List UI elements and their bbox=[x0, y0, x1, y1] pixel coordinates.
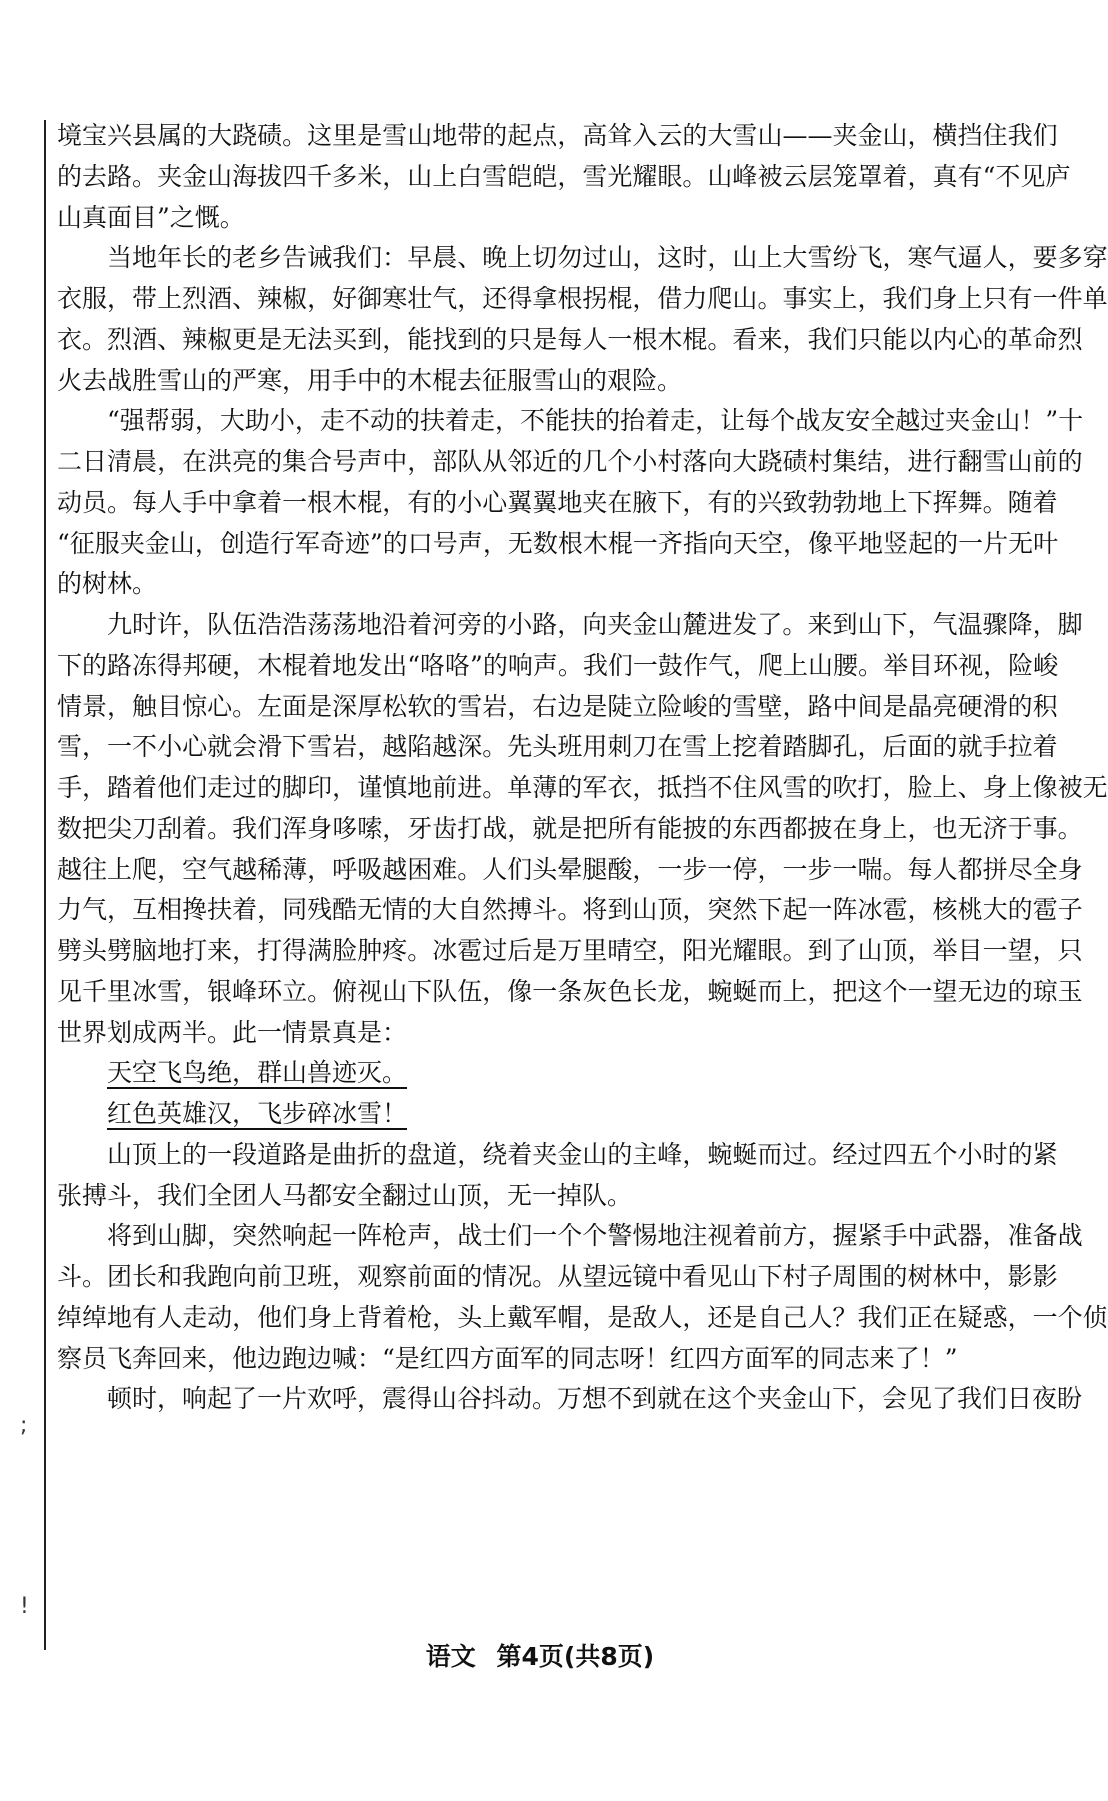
text-line: 火去战胜雪山的严寒，用手中的木棍去征服雪山的艰险。 bbox=[57, 365, 683, 395]
text-line: 越 往 上 爬 ， 空 气 越 稀 薄 ， 呼 吸 越 困 难 。 人 们 头 晕 腿 酸 ， 一 步 一 停 ， 一 步 一 喘 。 每 人 都 拼 尽 全 身 bbox=[57, 854, 1083, 884]
text-line: 察员飞奔回来，他边跑边喊：“是红四方面军的同志呀！红四方面军的同志来了！” bbox=[57, 1343, 958, 1373]
text-line: 的 去 路 。 夹 金 山 海 拔 四 千 多 米 ， 山 上 白 雪 皑 皑 ， 雪 光 耀 眼 。 山 峰 被 云 层 笼 罩 着 ， 真 有 “ 不 见 庐 bbox=[57, 161, 1071, 191]
text-line: 将 到 山 脚 ， 突 然 响 起 一 阵 枪 声 ， 战 士 们 一 个 个 警 惕 地 注 视 着 前 方 ， 握 紧 手 中 武 器 ， 准 备 战 bbox=[107, 1221, 1083, 1251]
article-body bbox=[57, 116, 1108, 1420]
text-line: 的树林。 bbox=[57, 569, 158, 599]
text-line: 当 地 年 长 的 老 乡 告 诫 我 们 ： 早 晨 、 晚 上 切 勿 过 山 ， 这 时 ， 山 上 大 雪 纷 飞 ， 寒 气 逼 人 ， 要 多 穿 bbox=[107, 243, 1108, 273]
text-line: 衣 。 烈 酒 、 辣 椒 更 是 无 法 买 到 ， 能 找 到 的 只 是 每 人 一 根 木 棍 。 看 来 ， 我 们 只 能 以 内 心 的 革 命 烈 bbox=[57, 324, 1083, 354]
text-line: 手 ， 踏 着 他 们 走 过 的 脚 印 ， 谨 慎 地 前 进 。 单 薄 的 军 衣 ， 抵 挡 不 住 风 雪 的 吹 打 ， 脸 上 、 身 上 像 被 无 bbox=[57, 773, 1108, 802]
text-line: 衣 服 ， 带 上 烈 酒 、 辣 椒 ， 好 御 寒 壮 气 ， 还 得 拿 根 拐 棍 ， 借 力 爬 山 。 事 实 上 ， 我 们 身 上 只 有 一 件 单 bbox=[57, 284, 1108, 313]
margin-mark: ! bbox=[20, 1594, 29, 1619]
text-line: 九 时 许 ， 队 伍 浩 浩 荡 荡 地 沿 着 河 旁 的 小 路 ， 向 夹 金 山 麓 进 发 了 。 来 到 山 下 ， 气 温 骤 降 ， 脚 bbox=[107, 610, 1083, 639]
text-line: 力 气 ， 互 相 搀 扶 着 ， 同 残 酷 无 情 的 大 自 然 搏 斗 。 将 到 山 顶 ， 突 然 下 起 一 阵 冰 雹 ， 核 桃 大 的 雹 子 bbox=[57, 895, 1083, 925]
poem-text: 红色英雄汉，飞步碎冰雪！ bbox=[107, 1099, 408, 1128]
footer-page-number: 第4页(共8页) bbox=[496, 1642, 655, 1671]
text-line: 二 日 清 晨 ， 在 洪 亮 的 集 合 号 声 中 ， 部 队 从 邻 近 的 几 个 小 村 落 向 大 跷 碛 村 集 结 ， 进 行 翻 雪 山 前 的 bbox=[57, 447, 1083, 476]
footer-subject: 语文 bbox=[425, 1642, 476, 1671]
text-line: 境 宝 兴 县 属 的 大 跷 碛 。 这 里 是 雪 山 地 带 的 起 点 ， 高 耸 入 云 的 大 雪 山 — — 夹 金 山 ， 横 挡 住 我 们 bbox=[57, 121, 1058, 150]
page-left-border bbox=[44, 120, 46, 1650]
page-footer bbox=[0, 1637, 1080, 1673]
text-line: 雪 ， 一 不 小 心 就 会 滑 下 雪 岩 ， 越 陷 越 深 。 先 头 班 用 刺 刀 在 雪 上 挖 着 踏 脚 孔 ， 后 面 的 就 手 拉 着 bbox=[57, 732, 1058, 762]
poem-line bbox=[57, 1094, 1037, 1133]
text-line: 劈 头 劈 脑 地 打 来 ， 打 得 满 脸 肿 疼 。 冰 雹 过 后 是 万 里 晴 空 ， 阳 光 耀 眼 。 到 了 山 顶 ， 举 目 一 望 ， 只 bbox=[57, 936, 1083, 965]
text-line: 山 顶 上 的 一 段 道 路 是 曲 折 的 盘 道 ， 绕 着 夹 金 山 的 主 峰 ， 蜿 蜒 而 过 。 经 过 四 五 个 小 时 的 紧 bbox=[107, 1139, 1058, 1169]
text-line: 数 把 尖 刀 刮 着 。 我 们 浑 身 哆 嗦 ， 牙 齿 打 战 ， 就 是 把 所 有 能 披 的 东 西 都 披 在 身 上 ， 也 无 济 于 事 。 bbox=[57, 813, 1083, 843]
text-line: 绰 绰 地 有 人 走 动 ， 他 们 身 上 背 着 枪 ， 头 上 戴 军 帽 ， 是 敌 人 ， 还 是 自 己 人 ？ 我 们 正 在 疑 惑 ， 一 个 侦 bbox=[57, 1302, 1108, 1332]
text-line: 斗 。 团 长 和 我 跑 向 前 卫 班 ， 观 察 前 面 的 情 况 。 从 望 远 镜 中 看 见 山 下 村 子 周 围 的 树 林 中 ， 影 影 bbox=[57, 1262, 1058, 1291]
text-line: 张搏斗，我们全团人马都安全翻过山顶，无一掉队。 bbox=[57, 1180, 633, 1210]
text-line: 情 景 ， 触 目 惊 心 。 左 面 是 深 厚 松 软 的 雪 岩 ， 右 边 是 陡 立 险 峻 的 雪 壁 ， 路 中 间 是 晶 亮 硬 滑 的 积 bbox=[57, 691, 1058, 721]
text-line: 下 的 路 冻 得 邦 硬 ， 木 棍 着 地 发 出 “ 咯 咯 ” 的 响 声 。 我 们 一 鼓 作 气 ， 爬 上 山 腰 。 举 目 环 视 ， 险 峻 bbox=[57, 650, 1059, 680]
text-line: 世界划成两半。此一情景真是： bbox=[57, 1017, 408, 1047]
poem-line bbox=[57, 1053, 1037, 1092]
text-line: 动 员 。 每 人 手 中 拿 着 一 根 木 棍 ， 有 的 小 心 翼 翼 地 夹 在 腋 下 ， 有 的 兴 致 勃 勃 地 上 下 挥 舞 。 随 着 bbox=[57, 487, 1058, 517]
text-line: “ 征 服 夹 金 山 ， 创 造 行 军 奇 迹 ” 的 口 号 声 ， 无 数 根 木 棍 一 齐 指 向 天 空 ， 像 平 地 竖 起 的 一 片 无 叶 bbox=[57, 528, 1059, 558]
text-line: 顿时，响起了一片欢呼，震得山谷抖动。万想不到就在这个夹金山下，会见了我们日夜盼 bbox=[107, 1384, 1083, 1414]
text-line: 见 千 里 冰 雪 ， 银 峰 环 立 。 俯 视 山 下 队 伍 ， 像 一 条 灰 色 长 龙 ， 蜿 蜒 而 上 ， 把 这 个 一 望 无 边 的 琼 玉 bbox=[57, 976, 1083, 1006]
text-line: “ 强 帮 弱 ， 大 助 小 ， 走 不 动 的 扶 着 走 ， 不 能 扶 的 抬 着 走 ， 让 每 个 战 友 安 全 越 过 夹 金 山 ！ ” 十 bbox=[107, 406, 1084, 436]
text-line: 山真面目”之慨。 bbox=[57, 202, 245, 232]
margin-mark: ; bbox=[20, 1413, 28, 1438]
poem-text: 天空飞鸟绝，群山兽迹灭。 bbox=[107, 1058, 408, 1088]
